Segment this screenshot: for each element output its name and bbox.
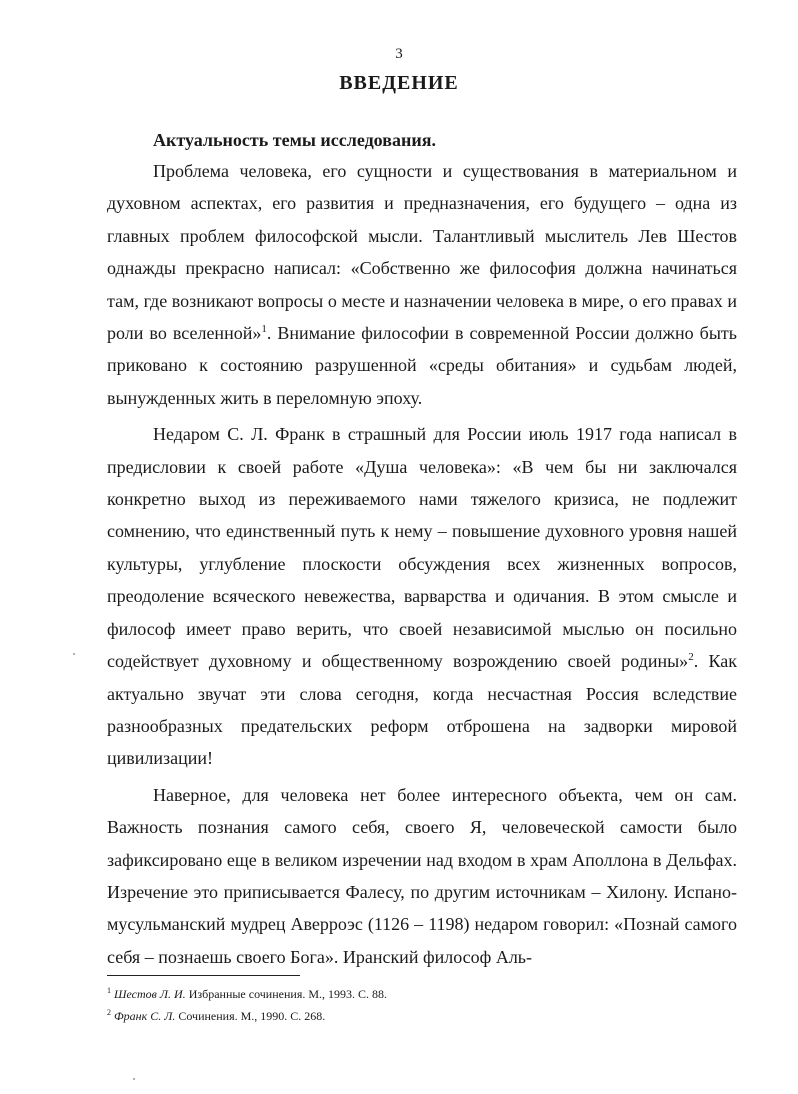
paragraph-1-text-before: Проблема человека, его сущности и существования в материальном и духовном аспектах, его развития и предназначения, его будущего – одна из главных проблем философской мысли. Талантливый мыслитель Лев Шестов однажды прекрасно написал: «Собственно же философия должна начинаться там, где возникают вопросы о месте и назначении человека в мире, о его правах и роли во вселенной»	[107, 161, 737, 344]
page-title: ВВЕДЕНИЕ	[339, 72, 459, 94]
footnote-2	[107, 1005, 737, 1027]
footnote-2-author: Франк С. Л.	[114, 1009, 176, 1023]
footnote-2-text: Сочинения. М., 1990. С. 268.	[175, 1009, 326, 1023]
footnote-ref-1: 1	[261, 323, 267, 336]
paragraph-1-text-after: . Внимание философии в современной России должно быть приковано к состоянию разрушенной «среды обитания» и судьбам людей, вынужденных жить в переломную эпоху.	[107, 323, 737, 408]
document-body	[107, 125, 737, 973]
footnote-1	[107, 983, 737, 1005]
footnote-1-author: Шестов Л. И.	[114, 987, 186, 1001]
footnote-ref-2: 2	[688, 651, 694, 664]
paragraph-2	[107, 418, 737, 774]
page-number: 3	[395, 46, 403, 62]
paragraph-3: Наверное, для человека нет более интересного объекта, чем он сам. Важность познания самого себя, своего Я, человеческой самости было зафиксировано еще в великом изречении над входом в храм Аполлона в Дельфах. Изречение это приписывается Фалесу, по другим источникам – Хилону. Испано-мусульманский мудрец Аверроэс (1126 – 1198) недаром говорил: «Познай самого себя – познаешь своего Бога». Иранский философ Аль-	[107, 784, 737, 967]
paragraph-1	[107, 155, 737, 414]
footnote-1-number: 1	[107, 986, 111, 995]
footnote-divider	[107, 975, 300, 976]
paragraph-2-text-before: Недаром С. Л. Франк в страшный для России июль 1917 года написал в предисловии к своей работе «Душа человека»: «В чем бы ни заключался конкретно выход из переживаемого нами тяжелого кризиса, не подлежит сомнению, что единственный путь к нему – повышение духовного уровня нашей культуры, углубление плоскости обсуждения всех жизненных вопросов, преодоление всяческого невежества, варварства и одичания. В этом смысле и философ имеет право верить, что своей независимой мыслью он посильно содействует духовному и общественному возрождению своей родины»	[107, 424, 737, 672]
paragraph-2-text-after: . Как актуально звучат эти слова сегодня, когда несчастная Россия вследствие разнообразных предательских реформ отброшена на задворки мировой цивилизации!	[107, 651, 737, 769]
footnote-2-number: 2	[107, 1008, 111, 1017]
section-subheading: Актуальность темы исследования.	[153, 130, 436, 150]
footnote-1-text: Избранные сочинения. М., 1993. С. 88.	[185, 987, 388, 1001]
scan-speck	[133, 1078, 135, 1080]
footnotes	[107, 983, 737, 1027]
scan-speck	[73, 653, 75, 655]
